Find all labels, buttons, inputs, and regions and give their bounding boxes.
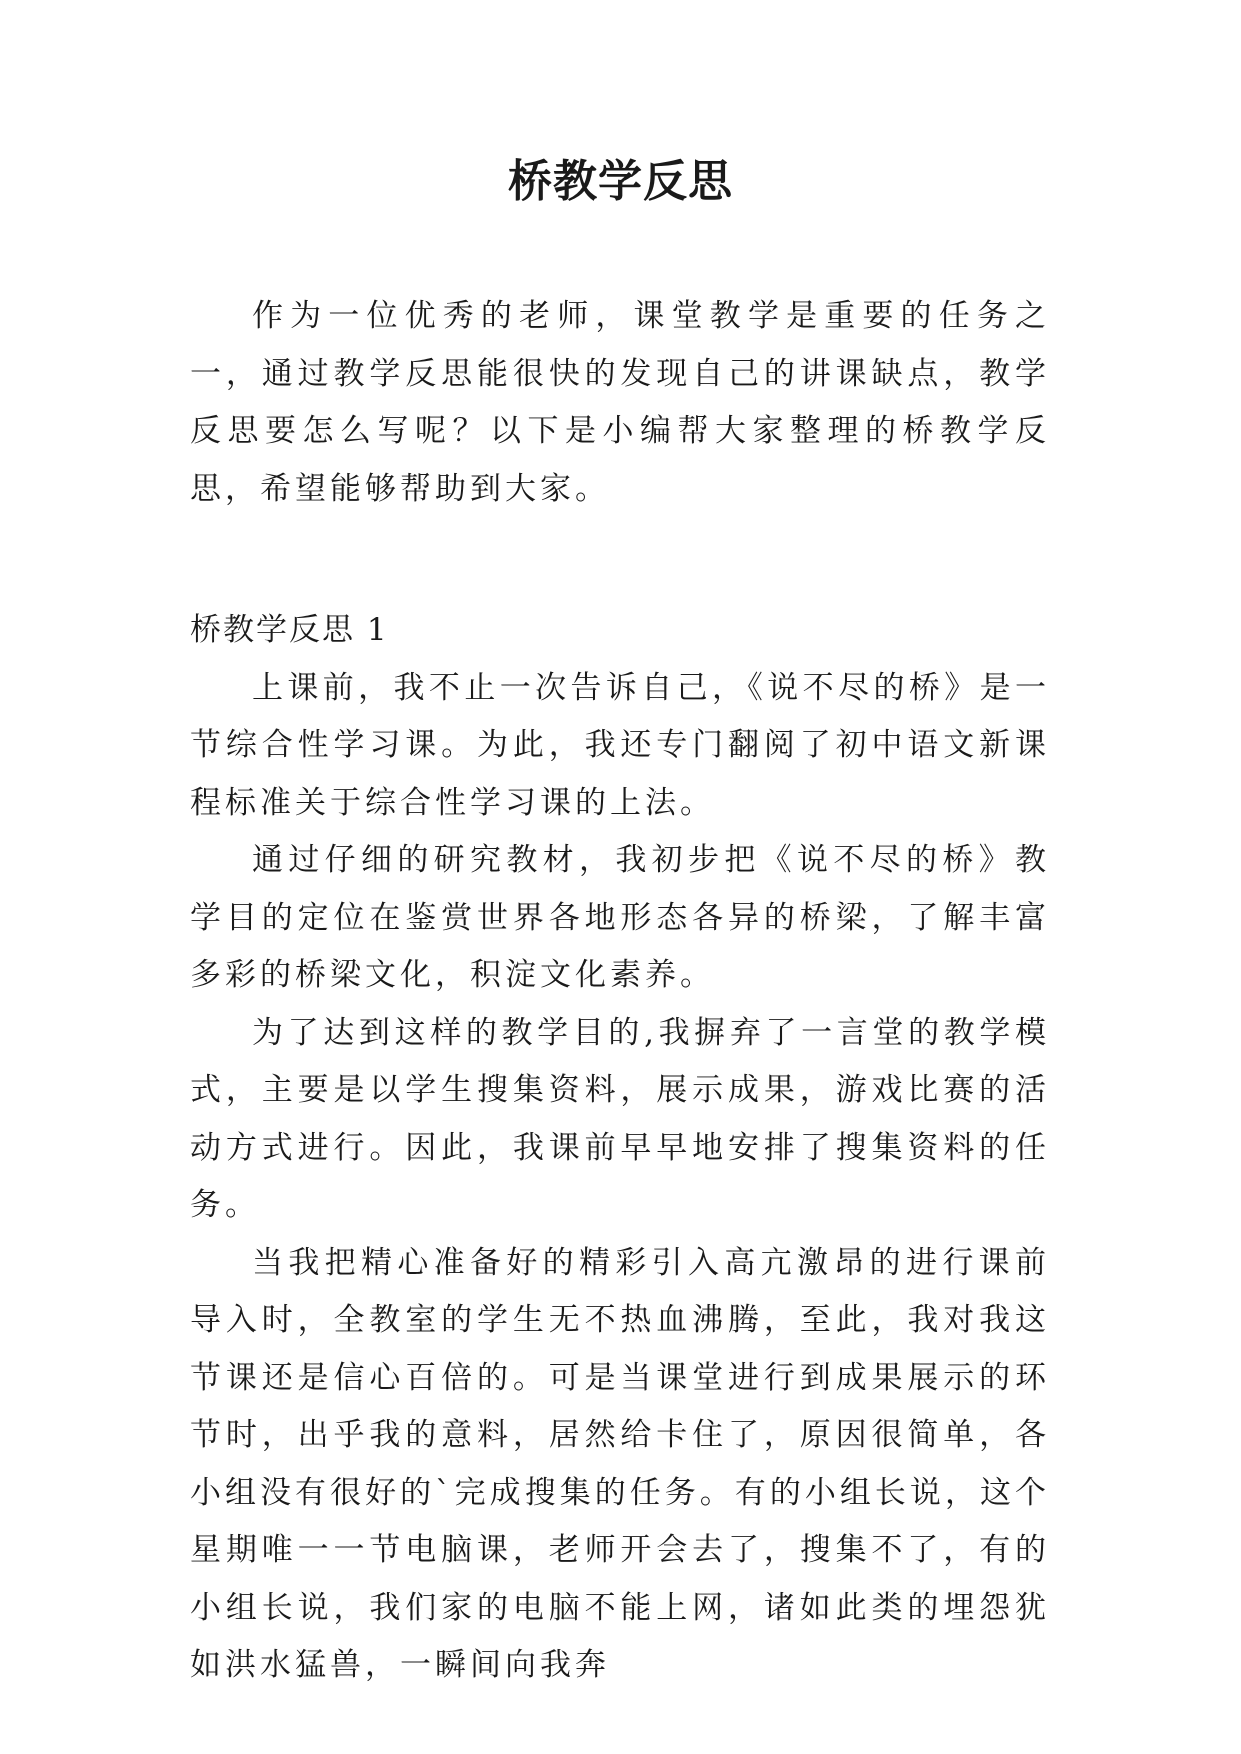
body-paragraph: 当我把精心准备好的精彩引入高亢激昂的进行课前导入时，全教室的学生无不热血沸腾，至此，我对我这节课还是信心百倍的。可是当课堂进行到成果展示的环节时，出乎我的意料，居然给卡住了，原因很简单，各小组没有很好的`完成搜集的任务。有的小组长说，这个星期唯一一节电脑课，老师开会去了，搜集不了，有的小组长说，我们家的电脑不能上网，诸如此类的埋怨犹如洪水猛兽，一瞬间向我奔 (190, 1244, 1050, 1683)
section-spacer (190, 518, 1050, 602)
document-title: 桥教学反思 (508, 156, 733, 207)
body-paragraph: 为了达到这样的教学目的,我摒弃了一言堂的教学模式，主要是以学生搜集资料，展示成果，游戏比赛的活动方式进行。因此，我课前早早地安排了搜集资料的任务。 (190, 1014, 1050, 1223)
body-paragraph: 通过仔细的研究教材，我初步把《说不尽的桥》教学目的定位在鉴赏世界各地形态各异的桥梁，了解丰富多彩的桥梁文化，积淀文化素养。 (190, 842, 1050, 993)
section-heading: 桥教学反思 1 (190, 612, 389, 648)
intro-paragraph: 作为一位优秀的老师，课堂教学是重要的任务之一，通过教学反思能很快的发现自己的讲课缺点，教学反思要怎么写呢？以下是小编帮大家整理的桥教学反思，希望能够帮助到大家。 (190, 298, 1050, 507)
document-body (190, 288, 1050, 1695)
body-paragraph: 上课前，我不止一次告诉自己，《说不尽的桥》是一节综合性学习课。为此，我还专门翻阅了初中语文新课程标准关于综合性学习课的上法。 (190, 669, 1050, 821)
